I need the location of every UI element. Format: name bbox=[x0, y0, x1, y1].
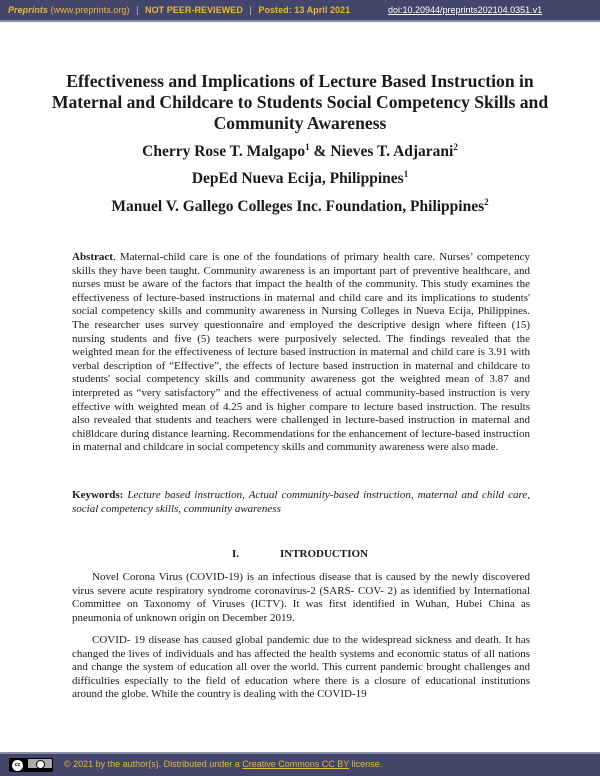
body-paragraph: COVID- 19 disease has caused global pandemic due to the widespread sickness and death. It has changed the lives of individuals and has affected the health systems and economic status of all nations and change the system of education all over the world. This current pandemic brought challenges and difficulties especially to the field of education where there is a closure of educational institutions around the globe. While the country is dealing with the COVID-19 bbox=[72, 634, 530, 701]
cc-by-icon[interactable]: cc bbox=[9, 758, 53, 772]
keywords-label: Keywords: bbox=[72, 489, 124, 501]
header-info bbox=[8, 5, 350, 15]
section-heading-introduction bbox=[0, 548, 600, 560]
section-number: I. bbox=[231, 548, 240, 560]
keywords-text: Lecture based instruction, Actual community-based instruction, maternal and child care, social competency skills, community awareness bbox=[72, 489, 530, 515]
affiliation-name: DepEd Nueva Ecija, Philippines bbox=[191, 170, 404, 187]
section-title: INTRODUCTION bbox=[279, 548, 368, 560]
affiliation-2 bbox=[0, 197, 600, 217]
keywords bbox=[72, 489, 530, 516]
author-2-sup: 2 bbox=[453, 142, 458, 152]
copyright-text: © 2021 by the author(s). Distributed under a bbox=[64, 759, 243, 769]
preprint-header-bar bbox=[0, 0, 600, 22]
review-status: NOT PEER-REVIEWED bbox=[145, 5, 243, 15]
abstract-text: . Maternal-child care is one of the foundations of primary health care. Nurses’ competency skills they have been taught. Community awareness is an important part of preventive healthcare, and nurses must be aware of the factors that impact the health of the community. This study examines the effectiveness of lecture-based instructions in maternal and child care and its implications to students' social competency skills and community awareness in Nursing Colleges in Nueva Ecija, Philippines. The researcher uses survey questionnaire and employed the descriptive design where fifteen (15) nursing students and five (5) teachers were purposively selected. The findings revealed that the weighted mean for the effectiveness of lecture based instruction in maternal and child care is 3.91 with verbal description of “Effective”, the effects of lecture based instruction in maternal and childcare to students' social competency skills and community awareness got the weighted mean of 3.87 and interpreted as “very satisfactory” and the effectiveness of actual community-based instruction is very effective with weighted mean of 4.25 and is higher compare to lecture based instruction. The results also revealed that students and teachers were challenged in lecture-based instruction in maternal and chi8ldcare during distance learning. Recommendations for the enhancement of lecture-based instruction in maternal and childcare in social competency skills and community awareness were also made. bbox=[72, 251, 530, 454]
abstract bbox=[72, 251, 530, 455]
author-1-sup: 1 bbox=[305, 142, 310, 152]
separator: | bbox=[136, 5, 139, 15]
author-2: Nieves T. Adjarani bbox=[330, 143, 454, 160]
author-line bbox=[0, 142, 600, 162]
license-text bbox=[64, 759, 382, 769]
posted-date: Posted: 13 April 2021 bbox=[258, 5, 351, 15]
license-suffix: license. bbox=[349, 759, 383, 769]
brand-name: Preprints bbox=[8, 5, 48, 15]
doi-link[interactable]: doi:10.20944/preprints202104.0351.v1 bbox=[388, 5, 543, 15]
license-link[interactable]: Creative Commons CC BY bbox=[242, 759, 350, 769]
author-1: Cherry Rose T. Malgapo bbox=[142, 143, 306, 160]
separator: | bbox=[249, 5, 252, 15]
affiliation-sup: 2 bbox=[484, 197, 489, 207]
author-joiner: & bbox=[309, 143, 331, 160]
affiliation-name: Manuel V. Gallego Colleges Inc. Foundation, Philippines bbox=[111, 198, 485, 215]
body-paragraph: Novel Corona Virus (COVID-19) is an infectious disease that is caused by the newly discovered virus severe acute respiratory syndrome coronavirus-2 (SARS- COV- 2) as identified by International Committee on Taxonomy of Viruses (ICTV). It was first identified in Wuhan, Hubei China as pneumonia of unknown origin on December 2019. bbox=[72, 571, 530, 624]
paper-title: Effectiveness and Implications of Lecture Based Instruction in Maternal and Childcare to Students Social Competency Skills and Community Awareness bbox=[51, 71, 549, 133]
abstract-label: Abstract bbox=[72, 251, 113, 263]
site-url[interactable]: (www.preprints.org) bbox=[50, 5, 130, 15]
affiliation-1 bbox=[0, 169, 600, 189]
affiliation-sup: 1 bbox=[403, 169, 409, 179]
license-footer-bar bbox=[0, 752, 600, 776]
